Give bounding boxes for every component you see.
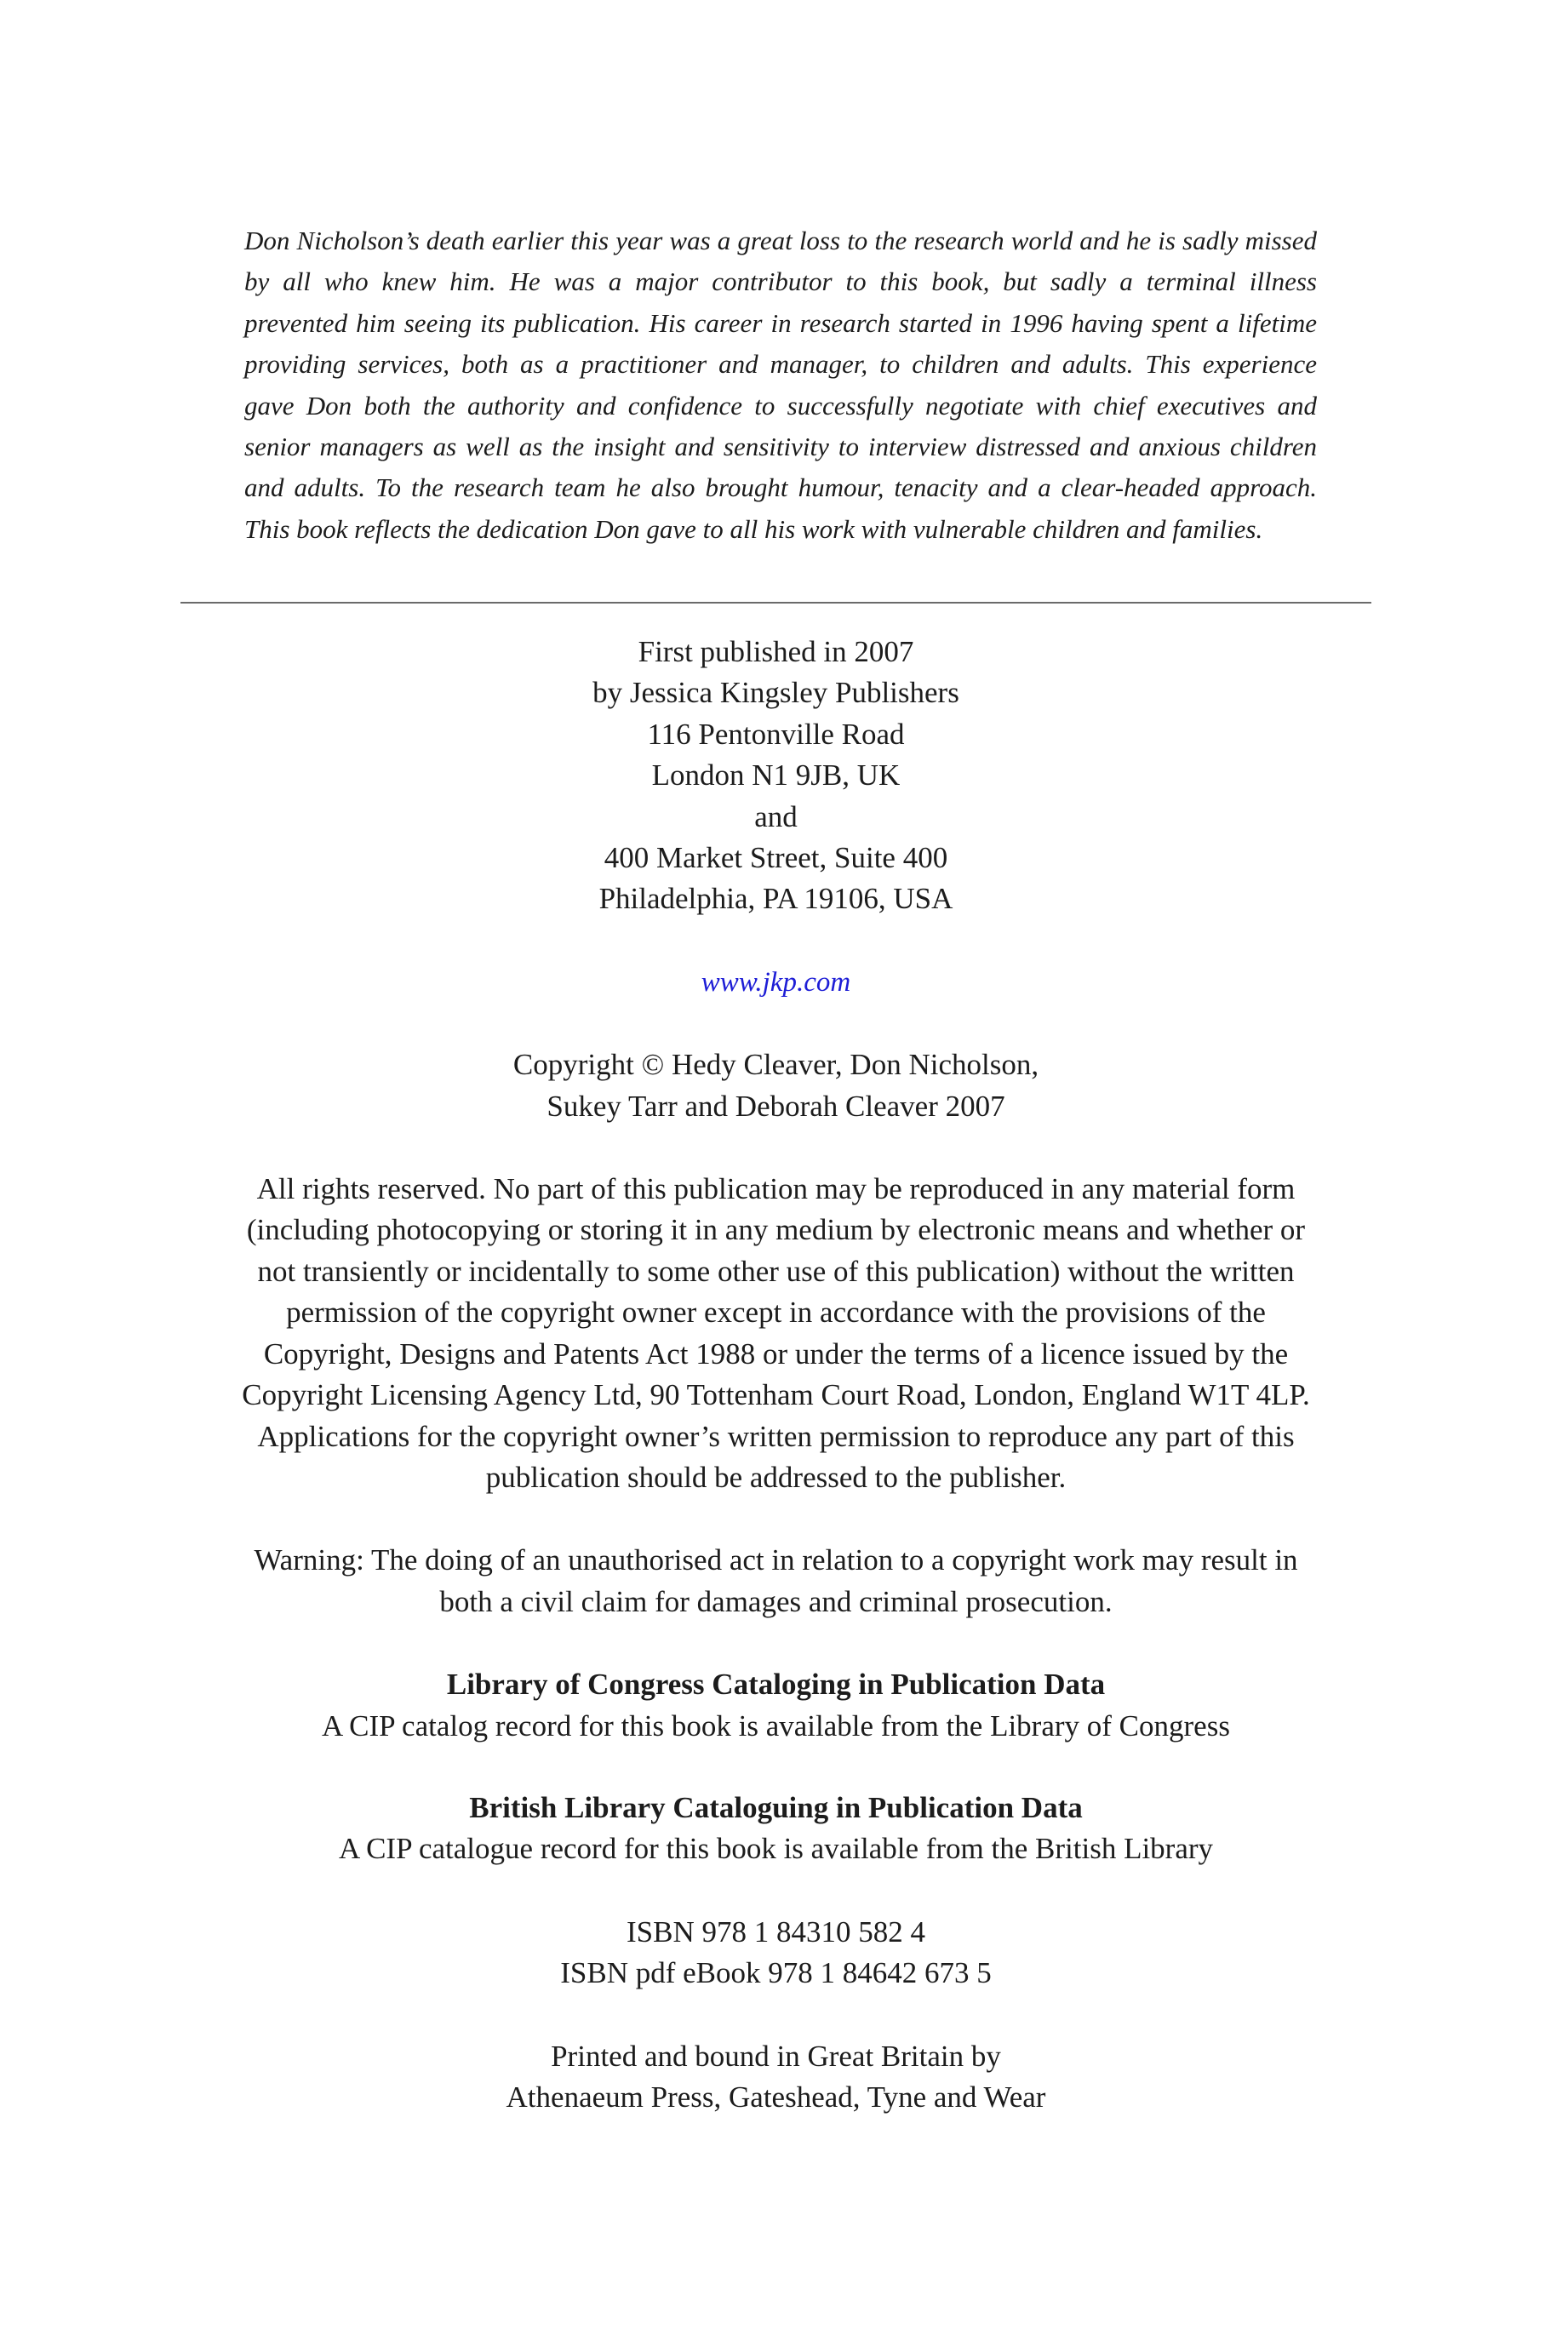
loc-cip <box>180 1664 1371 1747</box>
publisher-line: 400 Market Street, Suite 400 <box>604 841 948 875</box>
printer-line: Printed and bound in Great Britain by <box>551 2039 1001 2073</box>
dedication-line: and adults. To the research team he also brought humour, tenacity and a clear-headed approach. <box>244 472 1317 503</box>
dedication-line: Don Nicholson’s death earlier this year was a great loss to the research world and he is sadly missed <box>244 226 1317 255</box>
imprint-block <box>180 632 1371 2118</box>
bl-cip <box>180 1788 1371 1870</box>
dedication-line: by all who knew him. He was a major contributor to this book, but sadly a terminal illness <box>244 266 1317 297</box>
rights-line: permission of the copyright owner except in accordance with the provisions of the <box>286 1296 1266 1330</box>
warning-statement <box>180 1540 1371 1622</box>
dedication-line: providing services, both as a practitioner and manager, to children and adults. This experience <box>244 349 1317 380</box>
rights-line: All rights reserved. No part of this publication may be reproduced in any material form <box>256 1172 1296 1206</box>
loc-cip-heading: Library of Congress Cataloging in Publication Data <box>446 1668 1106 1702</box>
isbn-ebook: ISBN pdf eBook 978 1 84642 673 5 <box>560 1956 992 1990</box>
publisher-line: London N1 9JB, UK <box>651 758 901 793</box>
bl-cip-text: A CIP catalogue record for this book is available from the British Library <box>338 1832 1214 1866</box>
dedication-line: gave Don both the authority and confidence to successfully negotiate with chief executives and <box>244 390 1317 421</box>
website-block <box>180 962 1371 1003</box>
warning-line: Warning: The doing of an unauthorised act in relation to a copyright work may result in <box>254 1543 1298 1577</box>
rights-line: publication should be addressed to the publisher. <box>485 1460 1067 1494</box>
divider-rule <box>180 602 1371 604</box>
publisher-line: First published in 2007 <box>638 635 914 668</box>
copyright-line: Copyright © Hedy Cleaver, Don Nicholson, <box>512 1048 1039 1082</box>
printer-block <box>180 2036 1371 2119</box>
dedication-note <box>244 220 1317 550</box>
publisher-line: 116 Pentonville Road <box>647 717 905 751</box>
dedication-line: senior managers as well as the insight and sensitivity to interview distressed and anxious children <box>244 432 1317 462</box>
copyright-line: Sukey Tarr and Deborah Cleaver 2007 <box>547 1089 1005 1123</box>
bl-cip-heading: British Library Cataloguing in Publication Data <box>469 1790 1083 1824</box>
isbn-block <box>180 1912 1371 1994</box>
warning-line: both a civil claim for damages and criminal prosecution. <box>439 1584 1113 1618</box>
rights-line: Copyright Licensing Agency Ltd, 90 Tottenham Court Road, London, England W1T 4LP. <box>242 1378 1310 1412</box>
rights-line: (including photocopying or storing it in any medium by electronic means and whether or <box>246 1213 1306 1247</box>
rights-statement <box>180 1169 1371 1498</box>
rights-line: Applications for the copyright owner’s written permission to reproduce any part of this <box>257 1419 1295 1453</box>
dedication-line: This book reflects the dedication Don gave to all his work with vulnerable children and families. <box>244 513 1263 544</box>
copyright-notice <box>180 1044 1371 1127</box>
dedication-line: prevented him seeing its publication. His career in research started in 1996 having spent a lifetime <box>244 307 1317 338</box>
publisher-line: by Jessica Kingsley Publishers <box>592 676 959 710</box>
publisher-line: and <box>754 799 798 833</box>
publisher-address <box>180 632 1371 920</box>
printer-line: Athenaeum Press, Gateshead, Tyne and Wear <box>506 2080 1046 2114</box>
publisher-line: Philadelphia, PA 19106, USA <box>598 882 953 916</box>
isbn-print: ISBN 978 1 84310 582 4 <box>627 1914 925 1949</box>
rights-line: not transiently or incidentally to some other use of this publication) without the written <box>257 1254 1295 1288</box>
loc-cip-text: A CIP catalog record for this book is available from the Library of Congress <box>322 1708 1230 1743</box>
rights-line: Copyright, Designs and Patents Act 1988 or under the terms of a licence issued by the <box>263 1336 1289 1371</box>
publisher-website-link[interactable]: www.jkp.com <box>701 966 851 998</box>
